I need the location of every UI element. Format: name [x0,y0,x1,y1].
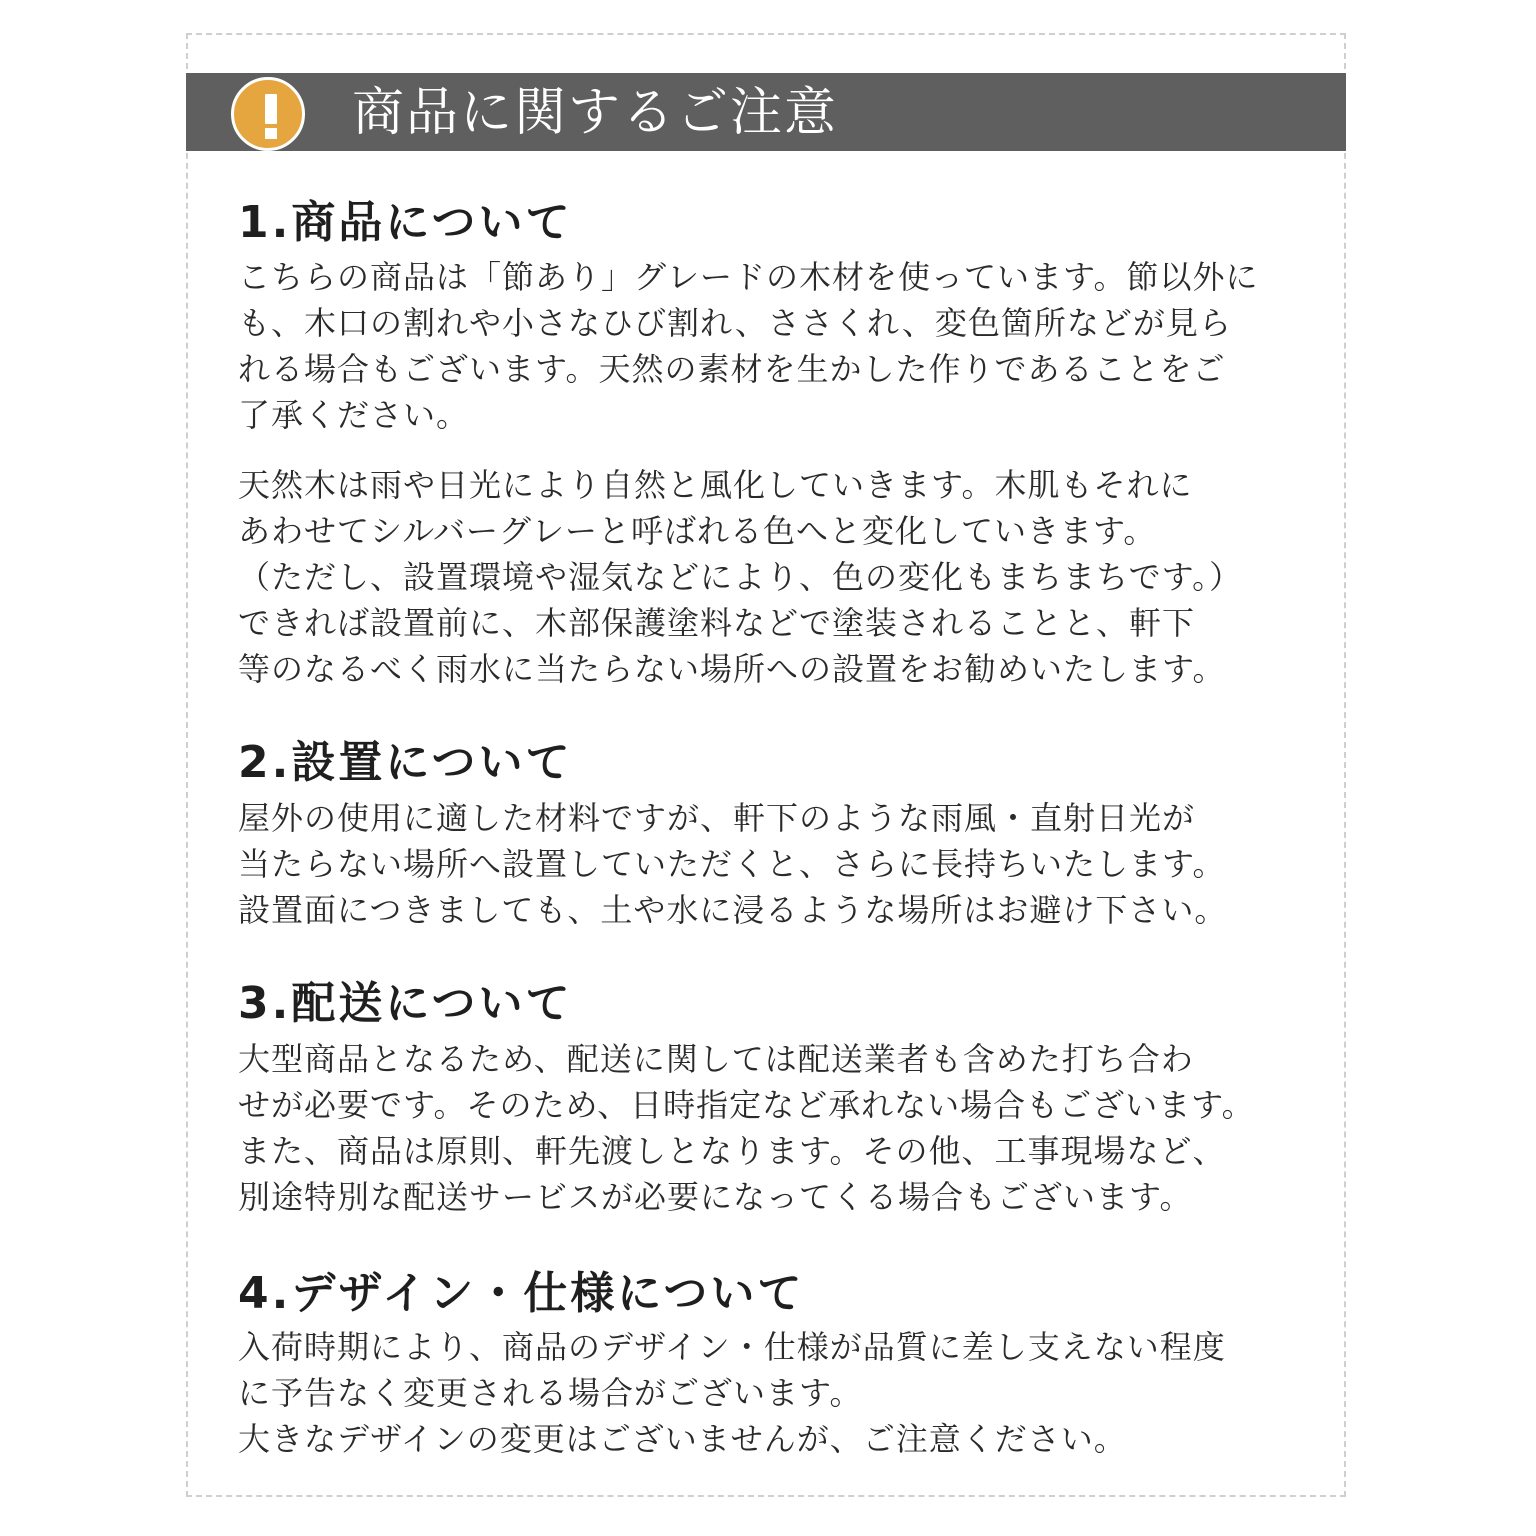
exclamation-icon [231,77,305,151]
text-line: 設置面につきましても、土や水に浸るような場所はお避け下さい。 [238,891,1228,929]
text-line: 入荷時期により、商品のデザイン・仕様が品質に差し支えない程度 [238,1328,1226,1366]
banner-title: 商品に関するご注意 [352,83,839,143]
section-heading-design: 4.デザイン・仕様について [238,1268,805,1319]
section-heading-product: 1.商品について [238,197,573,248]
text-line: れる場合もございます。天然の素材を生かした作りであることをご [238,350,1226,388]
text-line: 当たらない場所へ設置していただくと、さらに長持ちいたします。 [238,845,1226,883]
text-line: 了承ください。 [238,396,470,434]
exclamation-bar [265,94,277,124]
text-line: あわせてシルバーグレーと呼ばれる色へと変化していきます。 [238,512,1157,550]
text-line: 大きなデザインの変更はございませんが、ご注意ください。 [238,1420,1127,1458]
text-line: また、商品は原則、軒先渡しとなります。その他、工事現場など、 [238,1132,1226,1170]
section-heading-delivery: 3.配送について [238,978,573,1029]
text-line: こちらの商品は「節あり」グレードの木材を使っています。節以外に [238,258,1259,296]
section-design-paragraph [238,1324,1226,1462]
section-product-paragraph-1 [238,254,1258,438]
text-line: 大型商品となるため、配送に関しては配送業者も含めた打ち合わ [238,1040,1194,1078]
text-line: 屋外の使用に適した材料ですが、軒下のような雨風・直射日光が [238,799,1196,837]
text-line: （ただし、設置環境や湿気などにより、色の変化もまちまちです。） [238,558,1243,596]
text-line: も、木口の割れや小さなひび割れ、ささくれ、変色箇所などが見ら [238,304,1232,342]
section-product-paragraph-2 [238,462,1242,692]
text-line: 等のなるべく雨水に当たらない場所への設置をお勧めいたします。 [238,650,1226,688]
section-heading-installation: 2.設置について [238,737,573,788]
section-delivery-paragraph [238,1036,1255,1220]
text-line: せが必要です。そのため、日時指定など承れない場合もございます。 [238,1086,1255,1124]
text-line: できれば設置前に、木部保護塗料などで塗装されることと、軒下 [238,604,1196,642]
exclamation-dot [265,128,277,139]
text-line: に予告なく変更される場合がございます。 [238,1374,863,1412]
section-installation-paragraph [238,795,1227,933]
text-line: 天然木は雨や日光により自然と風化していきます。木肌もそれに [238,466,1193,504]
text-line: 別途特別な配送サービスが必要になってくる場合もございます。 [238,1178,1193,1216]
